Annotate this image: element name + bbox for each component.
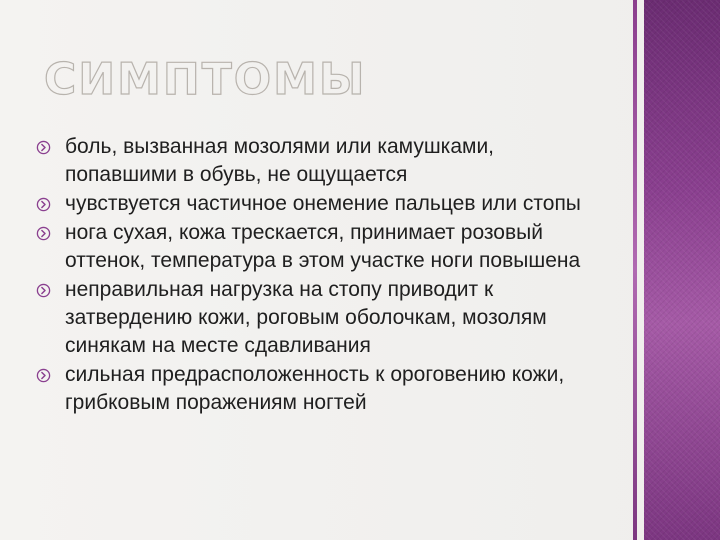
bullet-text: боль, вызванная мозолями или камушками, попавшими в обувь, не ощущается (65, 135, 495, 186)
bullet-text: нога сухая, кожа трескается, принимает розовый оттенок, температура в этом участке ноги повышена (65, 221, 581, 272)
circle-chevron-right-icon (36, 197, 51, 212)
circle-chevron-right-icon (36, 140, 51, 155)
bullet-text: сильная предрасположенность к ороговению кожи, грибковым поражениям ногтей (65, 363, 565, 414)
bullet-content (36, 133, 596, 418)
circle-chevron-right-icon (36, 226, 51, 241)
list-item (36, 276, 596, 360)
slide-title: СИМПТОМЫ (44, 54, 367, 105)
bullet-list (36, 133, 596, 417)
list-item (36, 190, 596, 218)
circle-chevron-right-icon (36, 368, 51, 383)
list-item (36, 133, 596, 189)
decorative-side-band (644, 0, 720, 540)
bullet-text: чувствуется частичное онемение пальцев или стопы (65, 192, 581, 215)
list-item (36, 219, 596, 275)
list-item (36, 361, 596, 417)
accent-line (633, 0, 637, 540)
circle-chevron-right-icon (36, 283, 51, 298)
bullet-text: неправильная нагрузка на стопу приводит к затвердению кожи, роговым оболочкам, мозолям синякам на месте сдавливания (65, 278, 547, 357)
